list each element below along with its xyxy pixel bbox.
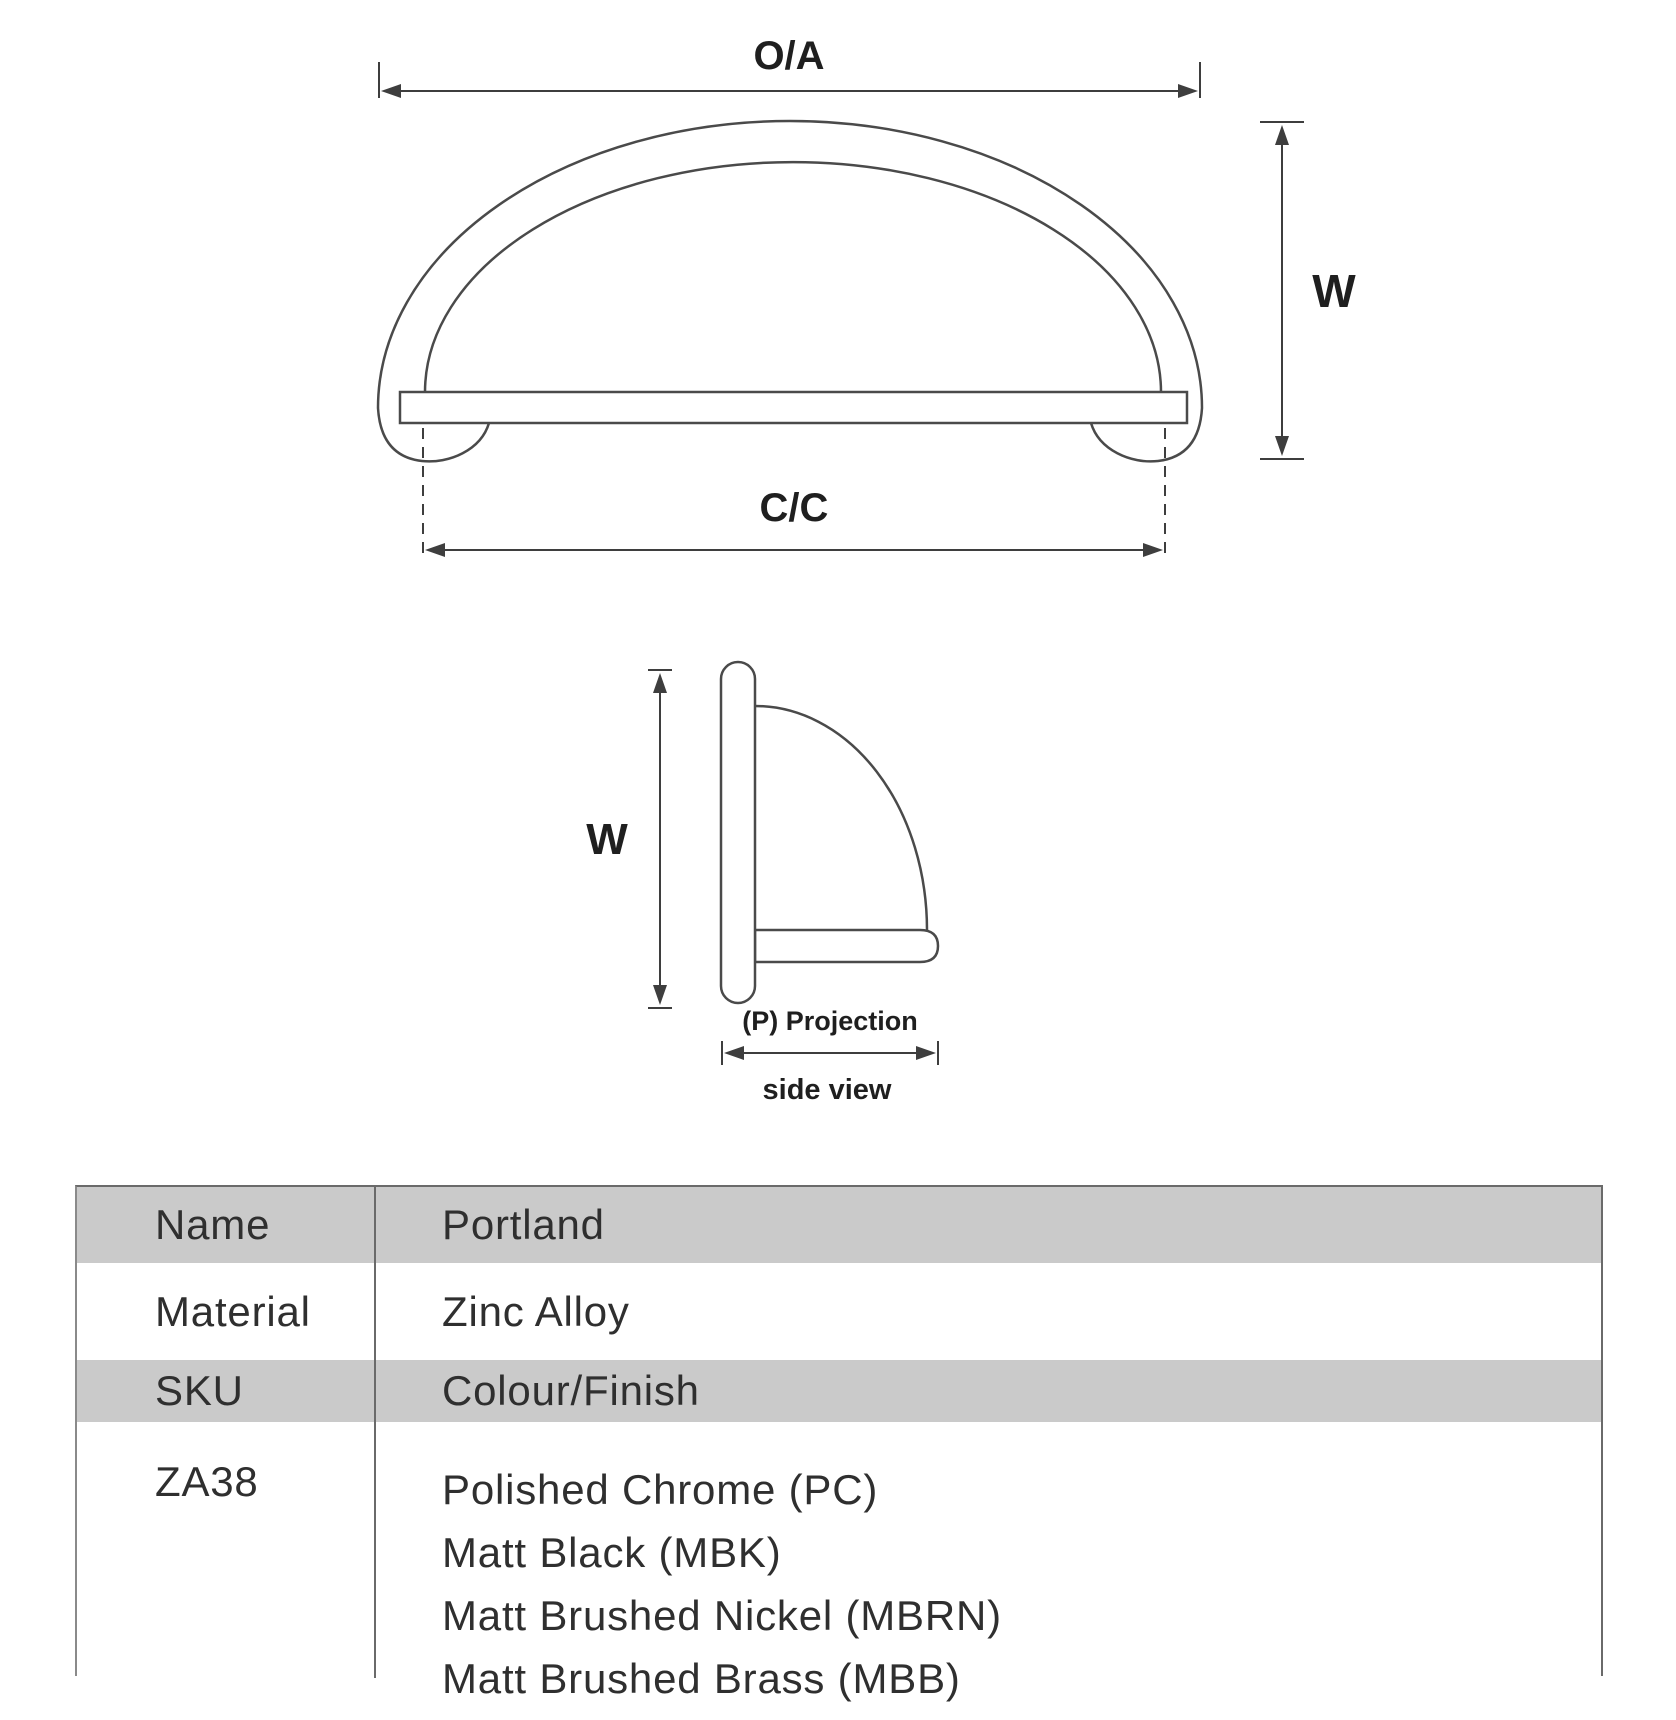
table-row-za38	[77, 1422, 1601, 1702]
front-w-dimension	[1260, 122, 1304, 459]
handle-inner-curve	[425, 162, 1161, 392]
table-row-material	[77, 1263, 1601, 1360]
finish-list-item: Matt Brushed Brass (MBB)	[442, 1655, 961, 1702]
side-w-down-arrow	[653, 985, 667, 1005]
row-label-cell	[77, 1360, 374, 1422]
finish-list-item: Polished Chrome (PC)	[442, 1466, 879, 1513]
cc-dimension-label: C/C	[759, 486, 829, 530]
side-w-up-arrow	[653, 673, 667, 693]
projection-left-arrow	[724, 1046, 744, 1060]
row-value-cell	[374, 1263, 1601, 1360]
row-value-cell	[374, 1360, 1601, 1422]
oa-left-arrow	[381, 84, 401, 98]
row-label: ZA38	[155, 1458, 259, 1505]
cc-right-arrow	[1143, 543, 1163, 557]
table-row-name	[77, 1187, 1601, 1263]
row-label: Name	[155, 1201, 271, 1248]
side-w-dimension	[648, 670, 672, 1008]
oa-dimension-label: O/A	[753, 34, 825, 78]
row-label-cell	[77, 1263, 374, 1360]
row-value: Zinc Alloy	[442, 1287, 630, 1335]
finish-list	[442, 1468, 1002, 1720]
mounting-bar-side	[755, 930, 938, 962]
side-view-caption: side view	[762, 1074, 892, 1106]
row-value: Colour/Finish	[442, 1367, 700, 1414]
table-row-sku-header	[77, 1360, 1601, 1422]
front-w-down-arrow	[1275, 436, 1289, 456]
cc-left-arrow	[425, 543, 445, 557]
side-w-dimension-label: W	[586, 815, 628, 864]
spec-table	[75, 1185, 1603, 1702]
finish-list-item: Matt Brushed Nickel (MBRN)	[442, 1592, 1002, 1639]
cc-dimension	[425, 543, 1163, 557]
projection-right-arrow	[916, 1046, 936, 1060]
front-w-up-arrow	[1275, 125, 1289, 145]
cup-profile-arc	[755, 706, 927, 930]
row-label-cell	[77, 1187, 374, 1263]
backplate-pill	[721, 662, 755, 1003]
row-label: Material	[155, 1287, 311, 1335]
row-value: Portland	[442, 1201, 605, 1248]
oa-right-arrow	[1178, 84, 1198, 98]
front-w-dimension-label: W	[1312, 265, 1356, 317]
row-label: SKU	[155, 1367, 244, 1414]
finish-list-item: Matt Black (MBK)	[442, 1529, 782, 1576]
side-view	[586, 662, 938, 1106]
mounting-bar-front	[400, 392, 1187, 423]
row-value-cell	[374, 1422, 1601, 1702]
front-view	[378, 34, 1356, 560]
row-value-cell	[374, 1187, 1601, 1263]
projection-dimension	[722, 1041, 938, 1065]
projection-dimension-label: (P) Projection	[742, 1006, 918, 1036]
row-label-cell	[77, 1422, 374, 1678]
